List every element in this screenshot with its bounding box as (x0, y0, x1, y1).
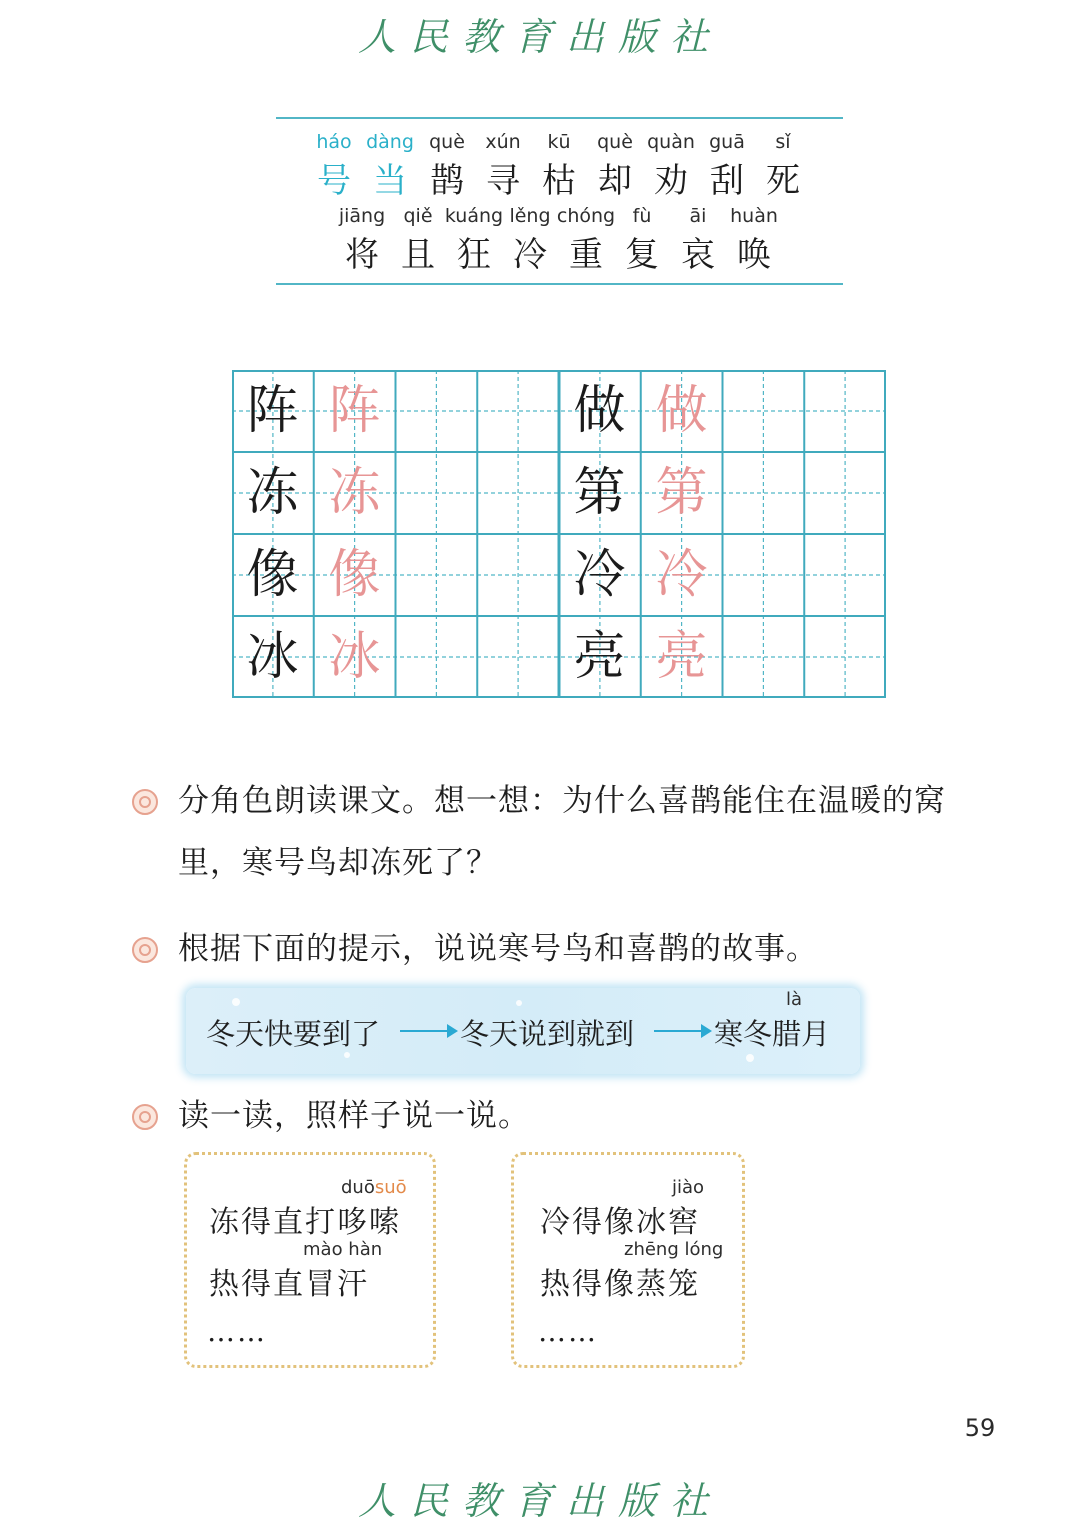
ellipsis: …… (207, 1315, 267, 1348)
hanzi: 且 (401, 235, 435, 275)
model-character: 冷 (573, 545, 626, 605)
hanzi: 唤 (737, 235, 771, 275)
pinyin: zhēng lóng (624, 1239, 724, 1260)
pinyin-syllable-highlight: suō (374, 1177, 407, 1198)
pinyin: huàn (730, 205, 778, 227)
hanzi: 复 (625, 235, 659, 275)
arrow-right-icon (400, 1030, 456, 1032)
hanzi: 号 (317, 161, 351, 201)
model-character: 阵 (246, 381, 299, 441)
pinyin: fù (632, 205, 652, 227)
trace-character: 像 (328, 545, 381, 605)
example-phrase: 冷得像冰窖 (540, 1205, 700, 1240)
hanzi: 将 (345, 235, 379, 275)
snow-sparkle (516, 1000, 522, 1006)
vocab-top-rule (276, 117, 843, 119)
trace-character: 阵 (328, 381, 381, 441)
pinyin: qiě (403, 205, 433, 227)
exercise-bullet-icon (132, 1104, 158, 1130)
exercise-bullet-icon (132, 937, 158, 963)
example-box-1 (184, 1152, 436, 1368)
vocab-row-1 (0, 131, 1080, 201)
pinyin: jiào (672, 1177, 705, 1198)
story-step-1: 冬天快要到了 (206, 1017, 381, 1051)
pinyin: xún (485, 131, 521, 153)
ellipsis: …… (538, 1315, 598, 1348)
story-flow-banner (186, 988, 860, 1074)
pinyin: háo (316, 131, 352, 153)
hanzi: 当 (373, 161, 407, 201)
example-box-2 (511, 1152, 745, 1368)
example-phrase: 热得像蒸笼 (540, 1267, 700, 1302)
hanzi: 劝 (654, 161, 688, 201)
hanzi: 冷 (513, 235, 547, 275)
pinyin: què (429, 131, 465, 153)
trace-character: 第 (655, 463, 708, 523)
arrow-right-icon (654, 1030, 710, 1032)
pinyin: què (597, 131, 633, 153)
model-character: 亮 (573, 627, 626, 687)
hanzi: 鹊 (430, 161, 464, 201)
exercise-bullet-icon (132, 789, 158, 815)
pinyin-note: là (786, 989, 803, 1010)
exercise-3-text: 读一读，照样子说一说。 (178, 1098, 530, 1134)
hanzi: 枯 (542, 161, 576, 201)
model-character: 做 (573, 381, 626, 441)
publisher-header: 人民教育出版社 (357, 15, 722, 59)
model-character: 第 (573, 463, 626, 523)
hanzi: 刮 (710, 161, 744, 201)
snow-sparkle (232, 998, 240, 1006)
story-step-3: 寒冬腊月 (714, 1017, 831, 1051)
exercise-1-line-2: 里，寒号鸟却冻死了？ (178, 845, 498, 881)
pinyin: guā (709, 131, 745, 153)
hanzi: 狂 (457, 235, 491, 275)
pinyin-syllable: duō (341, 1177, 375, 1198)
trace-character: 冰 (328, 627, 381, 687)
page-number: 59 (964, 1414, 996, 1442)
trace-character: 做 (655, 381, 708, 441)
model-character: 冻 (246, 463, 299, 523)
writing-grid (232, 370, 886, 698)
publisher-footer: 人民教育出版社 (357, 1479, 722, 1523)
story-step-2: 冬天说到就到 (460, 1017, 635, 1051)
trace-character: 冷 (655, 545, 708, 605)
pinyin (341, 1177, 407, 1198)
pinyin: kuáng (444, 205, 504, 227)
hanzi: 寻 (486, 161, 520, 201)
pinyin: kū (547, 131, 571, 153)
pinyin: jiāng (338, 205, 386, 227)
hanzi: 重 (569, 235, 603, 275)
model-character: 冰 (246, 627, 299, 687)
snow-sparkle (746, 1054, 754, 1062)
hanzi: 哀 (681, 235, 715, 275)
hanzi: 却 (598, 161, 632, 201)
pinyin: quàn (647, 131, 695, 153)
pinyin: sǐ (775, 131, 791, 153)
model-character: 像 (246, 545, 299, 605)
pinyin: dàng (366, 131, 414, 153)
exercise-2-text: 根据下面的提示，说说寒号鸟和喜鹊的故事。 (178, 931, 818, 967)
vocab-row-2 (0, 205, 1080, 275)
hanzi: 死 (766, 161, 800, 201)
pinyin: āi (689, 205, 707, 227)
trace-character: 亮 (655, 627, 708, 687)
vocab-bottom-rule (276, 283, 843, 285)
pinyin: chóng (556, 205, 616, 227)
trace-character: 冻 (328, 463, 381, 523)
pinyin: mào hàn (303, 1239, 383, 1260)
example-phrase: 热得直冒汗 (209, 1267, 369, 1302)
exercise-1-line-1: 分角色朗读课文。想一想：为什么喜鹊能住在温暖的窝 (178, 783, 946, 819)
pinyin: lěng (509, 205, 551, 227)
example-phrase: 冻得直打哆嗦 (209, 1205, 401, 1240)
